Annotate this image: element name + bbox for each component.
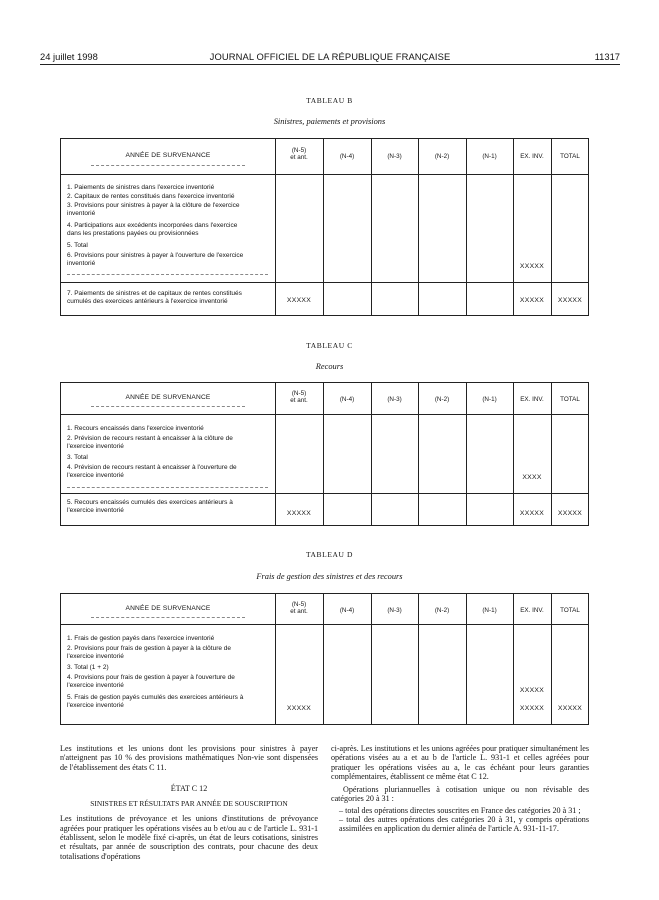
tableau-d-title: TABLEAU D <box>305 550 354 559</box>
tableau-b-mark-exinv-6: XXXXX <box>519 263 545 270</box>
tableau-c-title: TABLEAU C <box>306 341 353 350</box>
tableau-b-row-6: 6. Provisions pour sinistres à payer à l'ouverture de l'exercice inventorié <box>67 252 244 268</box>
tableau-b-table <box>60 138 589 316</box>
col-header-n2: (N-2) <box>434 607 450 614</box>
tableau-d-row-3: 3. Total (1 + 2) <box>67 664 109 671</box>
tableau-c-mark-exinv-4: XXXX <box>522 474 542 481</box>
col-header-n3: (N-3) <box>387 607 402 614</box>
col-header-n1: (N-1) <box>482 396 497 403</box>
etat-c12-paragraph: Les institutions de prévoyance et les unions d'institutions de prévoyance agréées pour pratiquer les opérations visées au b et/ou au c de l'article L. 931-1 établissent, selon le modèle fixé ci-après, un état de leurs cotisations, sinistres et résultats, par année de souscription des contrats, pour chacune des deux totalisations d'opérations <box>60 814 318 861</box>
right-list-item-2: – total des autres opérations des catégories 20 à 31, y compris opérations assimilées en application du dernier alinéa de l'article A. 931-11-17. <box>339 815 589 834</box>
tableau-c-table <box>60 382 589 526</box>
col-header-n3: (N-3) <box>387 153 402 160</box>
tableau-d-table <box>60 593 589 725</box>
col-header-n5: (N-5) et ant. <box>290 147 308 161</box>
col-header-exinv: EX. INV. <box>520 607 544 614</box>
tableau-b-mark-exinv-7: XXXXX <box>519 297 545 304</box>
col-header-total: TOTAL <box>560 153 580 160</box>
col-header-n4: (N-4) <box>339 153 355 160</box>
col-header-n2: (N-2) <box>434 153 450 160</box>
col-header-exinv: EX. INV. <box>520 153 544 160</box>
header-journal-title: JOURNAL OFFICIEL DE LA RÉPUBLIQUE FRANÇAISE <box>209 51 451 62</box>
tableau-c-row-1: 1. Recours encaissés dans l'exercice inventorié <box>67 425 204 432</box>
col-header-n4: (N-4) <box>339 607 355 614</box>
right-list-item-1: – total des opérations directes souscrites en France des catégories 20 à 31 ; <box>339 805 581 815</box>
tableau-d-mark-total-5: XXXXX <box>557 705 583 712</box>
tableau-d-row-5: 5. Frais de gestion payés cumulés des exercices antérieurs à l'exercice inventorié <box>67 694 244 710</box>
col-header-n2: (N-2) <box>434 396 450 403</box>
tableau-c-row-3: 3. Total <box>67 454 88 461</box>
left-column <box>60 744 318 861</box>
col-header-n5: (N-5) et ant. <box>290 390 308 404</box>
right-paragraph-1: ci-après. Les institutions et les unions agréées pour pratiquer simultanément les opérations visées au a et au b de l'article L. 931-1 et celles agréées pour pratiquer les opérations visées au a, le cas échéant pour leurs garanties complémentaires, établissent ce même état C 12. <box>331 744 589 781</box>
tableau-c-row-2: 2. Prévision de recours restant à encaisser à la clôture de l'exercice inventorié <box>67 435 233 451</box>
tableau-c-subtitle: Recours <box>315 362 344 371</box>
tableau-b-row-5: 5. Total <box>67 242 88 249</box>
tableau-b-subtitle: Sinistres, paiements et provisions <box>273 117 386 126</box>
tableau-c-mark-total-5: XXXXX <box>557 510 583 517</box>
tableau-d-mark-exinv-4: XXXXX <box>519 687 545 694</box>
tableau-d-mark-exinv-5: XXXXX <box>519 705 545 712</box>
col-header-year: ANNÉE DE SURVENANCE <box>125 152 211 159</box>
tableau-b-row-7: 7. Paiements de sinistres et de capitaux de rentes constitués cumulés des exercices antérieurs à l'exercice inventorié <box>67 290 242 306</box>
tableau-b-row-2: 2. Capitaux de rentes constitués dans l'exercice inventorié <box>67 193 235 200</box>
tableau-b-mark-total-7: XXXXX <box>557 297 583 304</box>
tableau-b-mark-n5-7: XXXXX <box>286 297 312 304</box>
col-header-n1: (N-1) <box>482 607 497 614</box>
intro-paragraph: Les institutions et les unions dont les provisions pour sinistres à payer n'atteignent pas 10 % des provisions mathématiques Non-vie sont dispensées de l'établissement des états C 11. <box>60 744 318 772</box>
tableau-d-subtitle: Frais de gestion des sinistres et des recours <box>256 572 403 581</box>
col-header-total: TOTAL <box>560 607 580 614</box>
tableau-b-title: TABLEAU B <box>306 96 353 105</box>
right-column <box>331 744 589 834</box>
col-header-year: ANNÉE DE SURVENANCE <box>125 605 211 612</box>
col-header-n3: (N-3) <box>387 396 402 403</box>
etat-c12-title: ÉTAT C 12 <box>170 783 208 793</box>
tableau-c-row-5: 5. Recours encaissés cumulés des exercices antérieurs à l'exercice inventorié <box>67 499 233 515</box>
tableau-b-row-1: 1. Paiements de sinistres dans l'exercice inventorié <box>67 184 215 191</box>
col-header-n4: (N-4) <box>339 396 355 403</box>
tableau-d-row-4: 4. Provisions pour frais de gestion à payer à l'ouverture de l'exercice inventorié <box>67 674 235 690</box>
col-header-n5: (N-5) et ant. <box>290 601 308 615</box>
header-page-number: 11317 <box>594 51 620 62</box>
page-header <box>40 51 620 65</box>
tableau-b-row-3: 3. Provisions pour sinistres à payer à la clôture de l'exercice inventorié <box>67 202 240 218</box>
col-header-n1: (N-1) <box>482 153 497 160</box>
col-header-exinv: EX. INV. <box>520 396 544 403</box>
tableau-d-row-1: 1. Frais de gestion payés dans l'exercice inventorié <box>67 635 215 642</box>
right-paragraph-2: Opérations pluriannuelles à cotisation unique ou non révisable des catégories 20 à 31 : <box>331 785 589 804</box>
etat-c12-subtitle: SINISTRES ET RÉSULTATS PAR ANNÉE DE SOUSCRIPTION <box>90 799 288 809</box>
tableau-c-mark-n5-5: XXXXX <box>286 510 312 517</box>
col-header-year: ANNÉE DE SURVENANCE <box>125 394 211 401</box>
header-rule <box>40 64 620 65</box>
tableau-c-mark-exinv-5: XXXXX <box>519 510 545 517</box>
tableau-d-mark-n5-5: XXXXX <box>286 705 312 712</box>
header-date: 24 juillet 1998 <box>40 51 98 62</box>
col-header-total: TOTAL <box>560 396 580 403</box>
tableau-c-row-4: 4. Prévision de recours restant à encaisser à l'ouverture de l'exercice inventorié <box>67 464 237 480</box>
tableau-d-row-2: 2. Provisions pour frais de gestion à payer à la clôture de l'exercice inventorié <box>67 645 232 661</box>
tableau-b-row-4: 4. Participations aux excédents incorporées dans l'exercice dans les prestations payées ou provisionnées <box>67 222 238 238</box>
